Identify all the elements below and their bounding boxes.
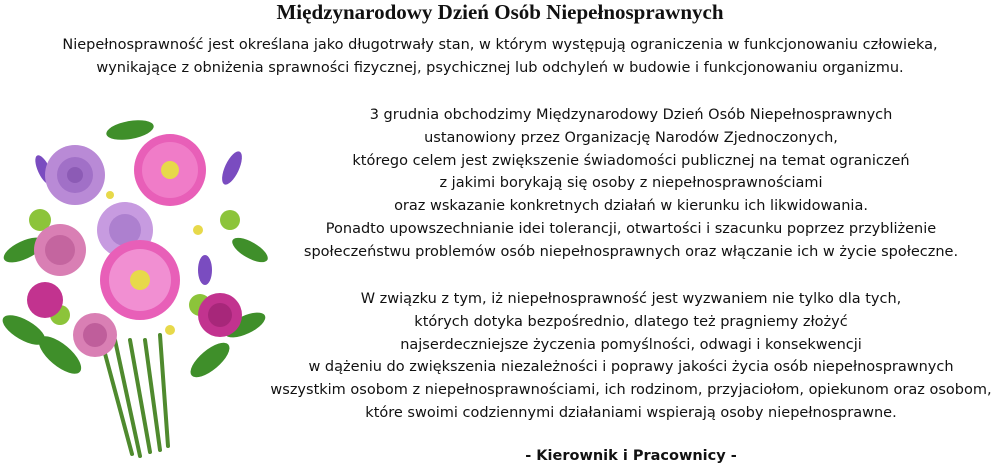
intro-line: Niepełnosprawność jest określana jako długotrwały stan, w którym występują ograniczenia w funkcjonowaniu człowieka,: [62, 37, 938, 53]
paragraph-line: w dążeniu do zwiększenia niezależności i poprawy jakości życia osób niepełnosprawnych: [308, 359, 954, 376]
paragraph-line: najserdeczniejsze życzenia pomyślności, odwagi i konsekwencji: [400, 336, 862, 353]
signature: - Kierownik i Pracownicy -: [525, 448, 737, 464]
paragraph-line: 3 grudnia obchodzimy Międzynarodowy Dzień Osób Niepełnosprawnych: [369, 107, 893, 123]
page-title: Międzynarodowy Dzień Osób Niepełnosprawnych: [276, 0, 724, 24]
paragraph-line: którego celem jest zwiększenie świadomości publicznej na temat ograniczeń: [352, 152, 910, 169]
paragraph-1: [262, 104, 1000, 264]
paragraph-line: społeczeństwu problemów osób niepełnosprawnych oraz włączanie ich w życie społeczne.: [303, 243, 959, 260]
paragraph-line: których dotyka bezpośrednio, dlatego też pragniemy złożyć: [414, 313, 848, 330]
paragraph-line: z jakimi borykają się osoby z niepełnosprawnościami: [439, 175, 823, 192]
intro-text: [0, 34, 1000, 80]
flower-bouquet-icon: [0, 100, 270, 466]
paragraph-line: oraz wskazanie konkretnych działań w kierunku ich likwidowania.: [394, 198, 868, 215]
paragraph-line: wszystkim osobom z niepełnosprawnościami, ich rodzinom, przyjaciołom, opiekunom oraz osobom,: [270, 382, 992, 399]
paragraph-line: które swoimi codziennymi działaniami wspierają osoby niepełnosprawne.: [365, 404, 897, 421]
paragraph-line: ustanowiony przez Organizację Narodów Zjednoczonych,: [424, 129, 838, 146]
paragraph-line: Ponadto upowszechnianie idei tolerancji, otwartości i szacunku poprzez przybliżenie: [325, 220, 937, 237]
intro-line: wynikające z obniżenia sprawności fizycznej, psychicznej lub odchyleń w budowie i funkcjonowaniu organizmu.: [96, 60, 904, 76]
paragraph-2: [262, 288, 1000, 425]
paragraph-line: W związku z tym, iż niepełnosprawność jest wyzwaniem nie tylko dla tych,: [360, 291, 902, 307]
